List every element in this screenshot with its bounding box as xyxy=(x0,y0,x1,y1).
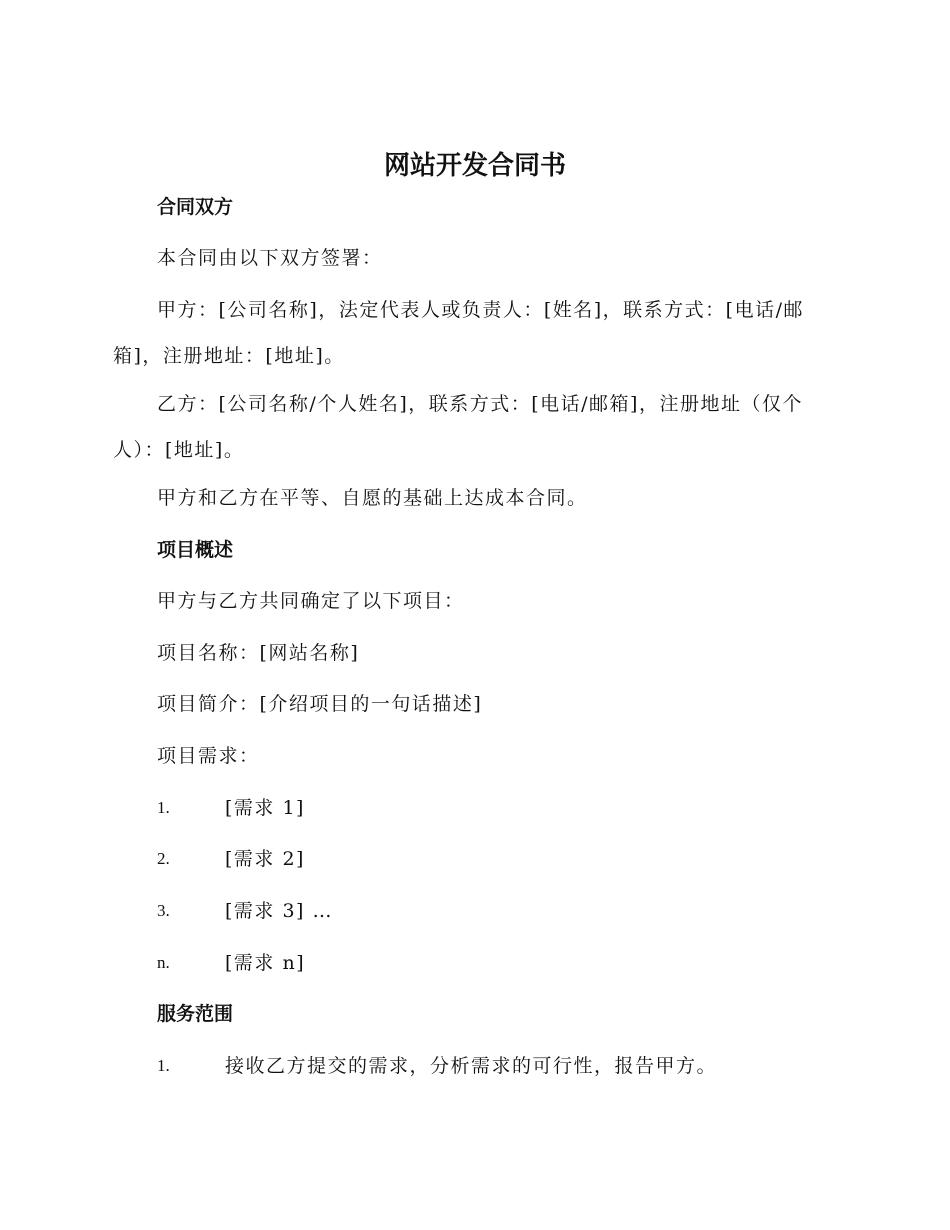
list-number: 1. xyxy=(157,798,170,817)
party-b-info: 乙方：[公司名称/个人姓名]，联系方式：[电话/邮箱]，注册地址（仅个人）：[地址]。 xyxy=(113,393,803,461)
party-a-info: 甲方：[公司名称]，法定代表人或负责人：[姓名]，联系方式：[电话/邮箱]，注册地址：[地址]。 xyxy=(113,299,804,367)
section-heading-parties: 合同双方 xyxy=(157,196,234,218)
list-text: [需求 3] … xyxy=(225,900,333,922)
parties-intro: 本合同由以下双方签署： xyxy=(157,247,383,269)
list-number: n. xyxy=(157,953,170,972)
section-heading-project: 项目概述 xyxy=(157,539,234,561)
list-item xyxy=(157,1052,837,1080)
section-heading-scope: 服务范围 xyxy=(157,1003,234,1025)
list-number: 3. xyxy=(157,901,170,920)
list-item xyxy=(157,794,837,822)
list-item xyxy=(157,949,837,977)
list-number: 2. xyxy=(157,849,170,868)
list-text: [需求 1] xyxy=(225,797,305,819)
list-text: [需求 2] xyxy=(225,848,305,870)
project-summary: 项目简介：[介绍项目的一句话描述] xyxy=(157,693,483,715)
list-text: 接收乙方提交的需求，分析需求的可行性，报告甲方。 xyxy=(225,1055,718,1077)
list-item xyxy=(157,845,837,873)
project-requirements-label: 项目需求： xyxy=(157,745,260,767)
document-title: 网站开发合同书 xyxy=(383,151,566,181)
list-text: [需求 n] xyxy=(225,952,306,974)
project-name: 项目名称：[网站名称] xyxy=(157,642,360,664)
list-item xyxy=(157,897,837,925)
agreement-statement: 甲方和乙方在平等、自愿的基础上达成本合同。 xyxy=(157,487,588,509)
project-intro: 甲方与乙方共同确定了以下项目： xyxy=(157,590,465,612)
list-number: 1. xyxy=(157,1056,170,1075)
